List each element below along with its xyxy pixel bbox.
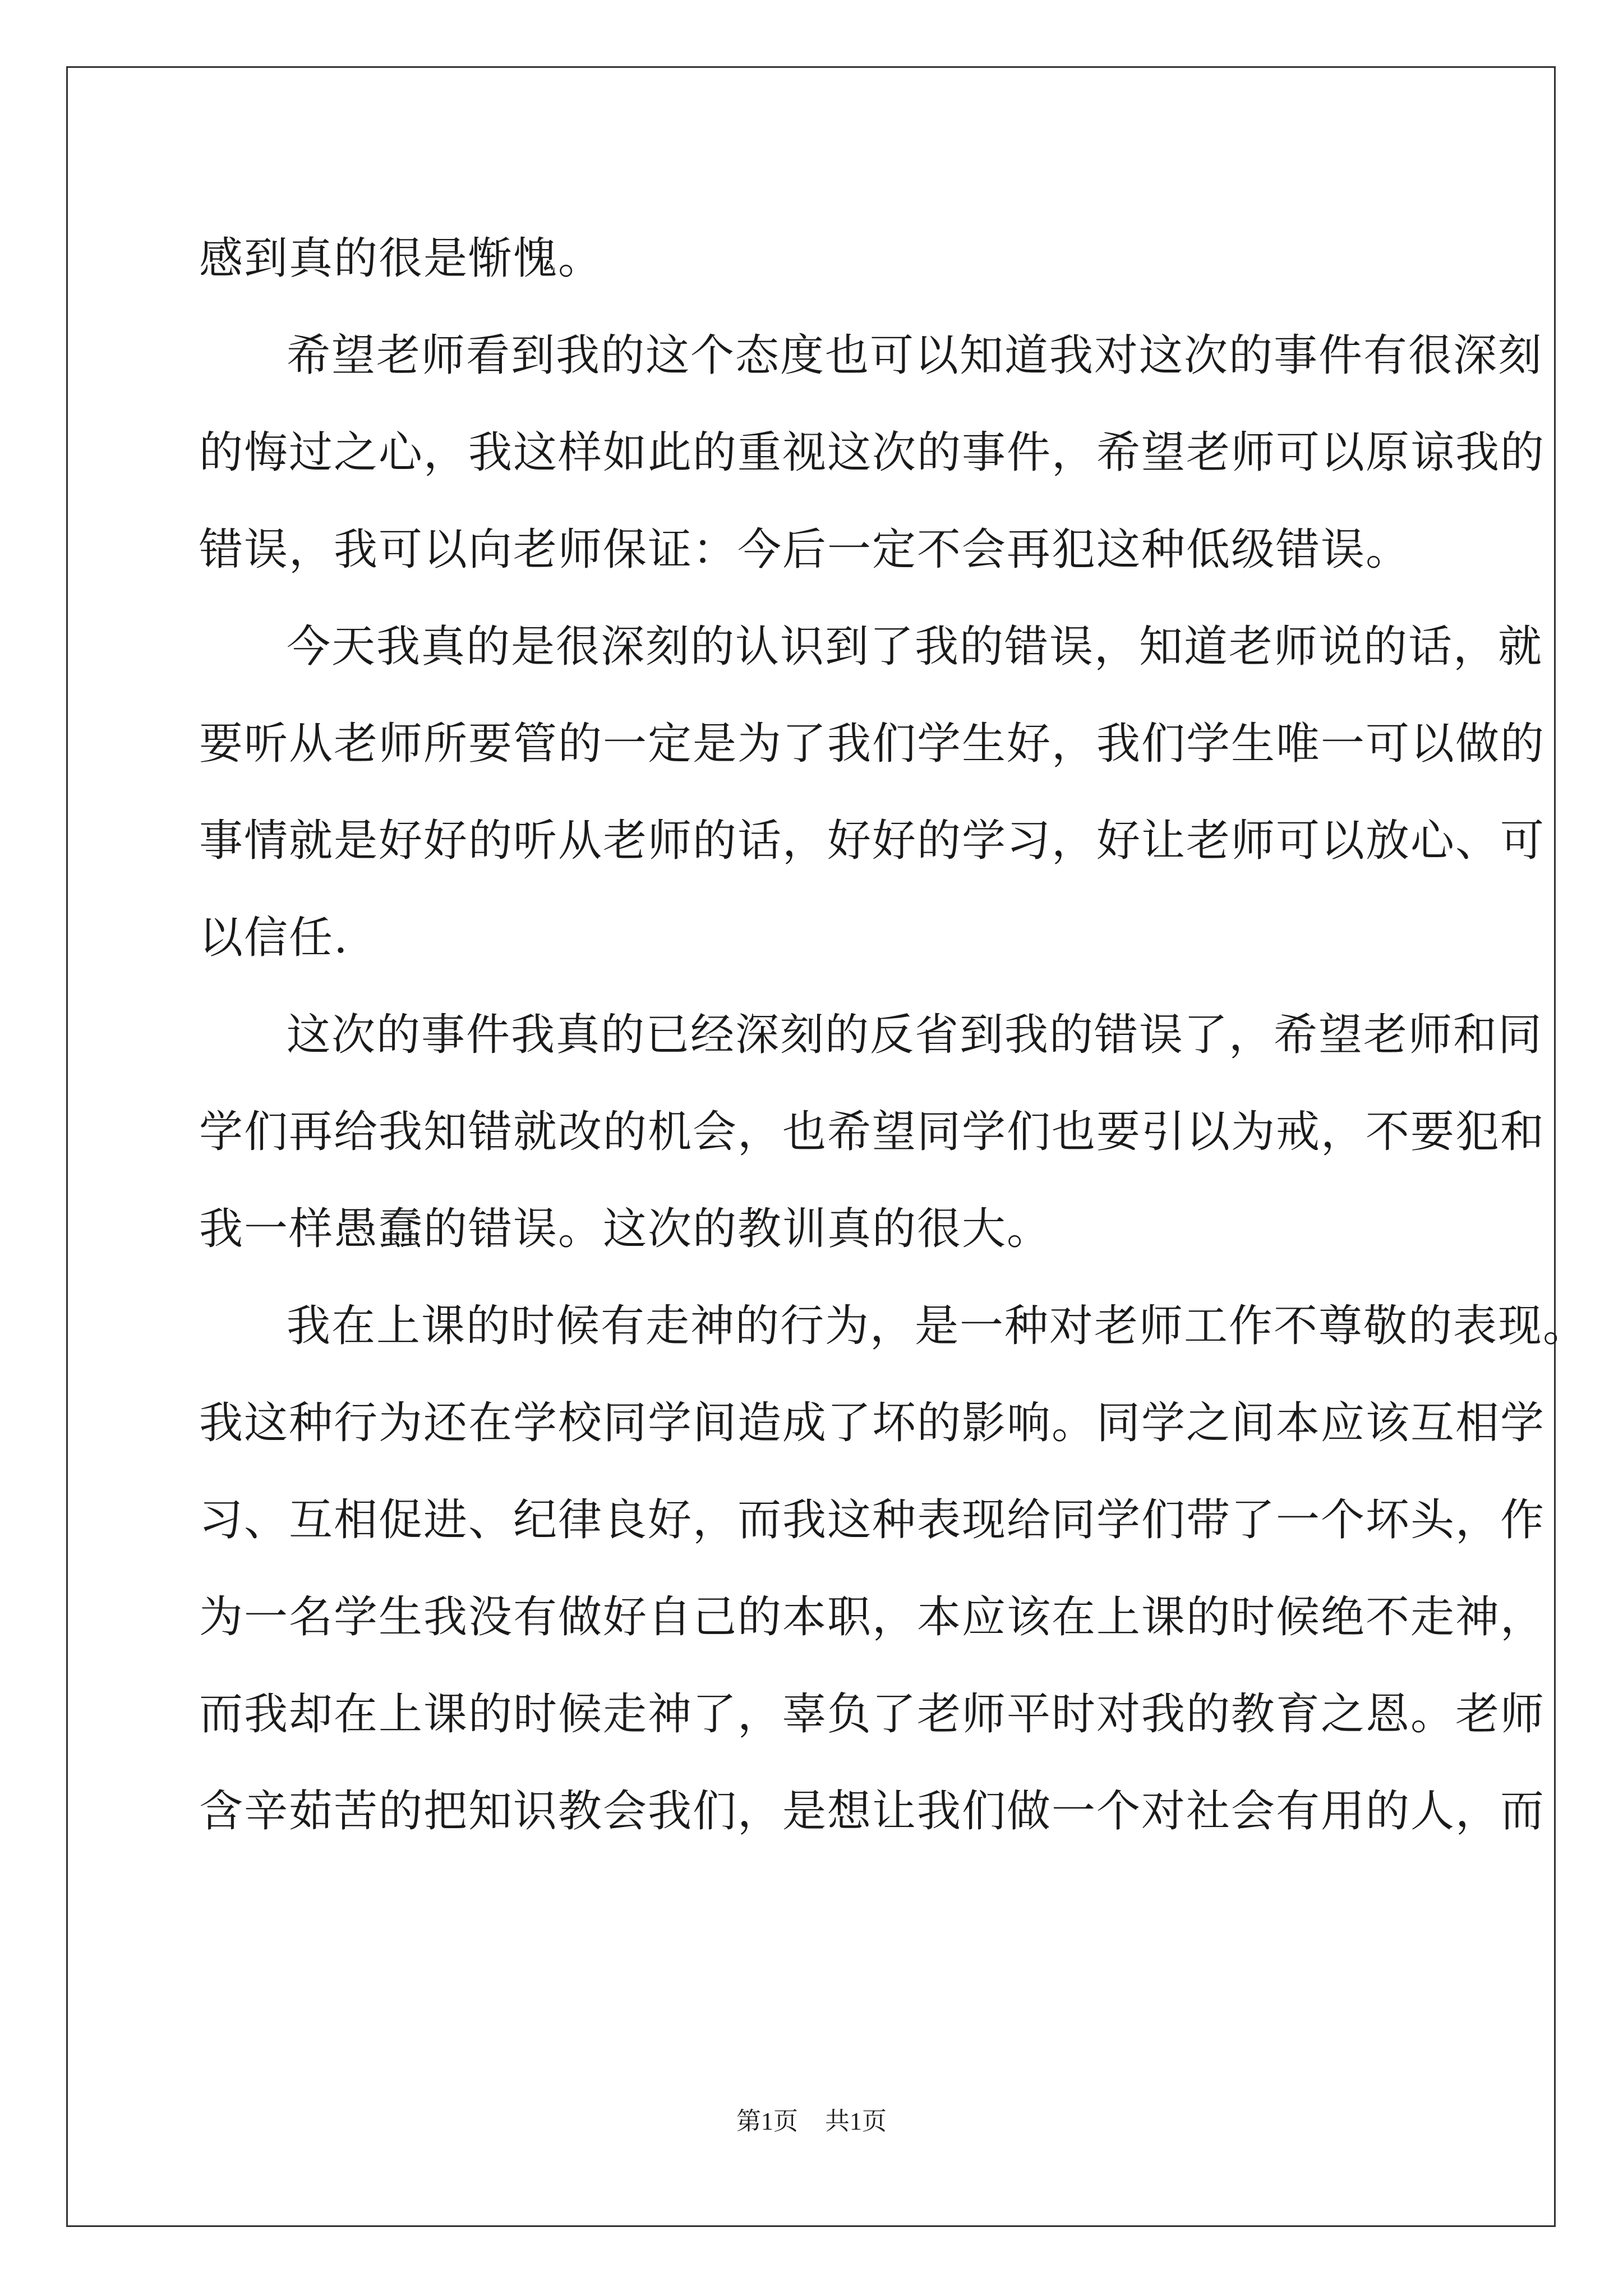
- page-total: 共1页: [825, 2108, 887, 2135]
- text-line: 为一名学生我没有做好自己的本职，本应该在上课的时候绝不走神，: [199, 1592, 1546, 1642]
- text-line: 含辛茹苦的把知识教会我们，是想让我们做一个对社会有用的人，而: [199, 1786, 1546, 1837]
- text-line: 我这种行为还在学校同学间造成了坏的影响。同学之间本应该互相学: [199, 1398, 1546, 1448]
- text-line: 习、互相促进、纪律良好，而我这种表现给同学们带了一个坏头，作: [199, 1495, 1546, 1545]
- text-line: 错误，我可以向老师保证：今后一定不会再犯这种低级错误。: [199, 524, 1411, 575]
- text-line: 希望老师看到我的这个态度也可以知道我对这次的事件有很深刻: [287, 330, 1543, 381]
- text-line: 学们再给我知错就改的机会，也希望同学们也要引以为戒，不要犯和: [199, 1107, 1546, 1157]
- text-line: 今天我真的是很深刻的认识到了我的错误，知道老师说的话，就: [287, 622, 1543, 672]
- text-line: 这次的事件我真的已经深刻的反省到我的错误了，希望老师和同: [287, 1010, 1543, 1060]
- text-line: 我一样愚蠢的错误。这次的教训真的很大。: [199, 1204, 1052, 1254]
- page-footer: [0, 2101, 1623, 2137]
- text-line: 而我却在上课的时候走神了，辜负了老师平时对我的教育之恩。老师: [199, 1689, 1546, 1740]
- text-line: 要听从老师所要管的一定是为了我们学生好，我们学生唯一可以做的: [199, 719, 1546, 769]
- text-line: 以信任.: [199, 913, 349, 963]
- text-line: 我在上课的时候有走神的行为，是一种对老师工作不尊敬的表现。: [287, 1301, 1588, 1351]
- page-number: 第1页: [736, 2108, 798, 2135]
- document-body: [199, 210, 1588, 1860]
- text-line: 感到真的很是惭愧。: [199, 233, 603, 284]
- text-line: 的悔过之心，我这样如此的重视这次的事件，希望老师可以原谅我的: [199, 427, 1546, 478]
- text-line: 事情就是好好的听从老师的话，好好的学习，好让老师可以放心、可: [199, 816, 1546, 866]
